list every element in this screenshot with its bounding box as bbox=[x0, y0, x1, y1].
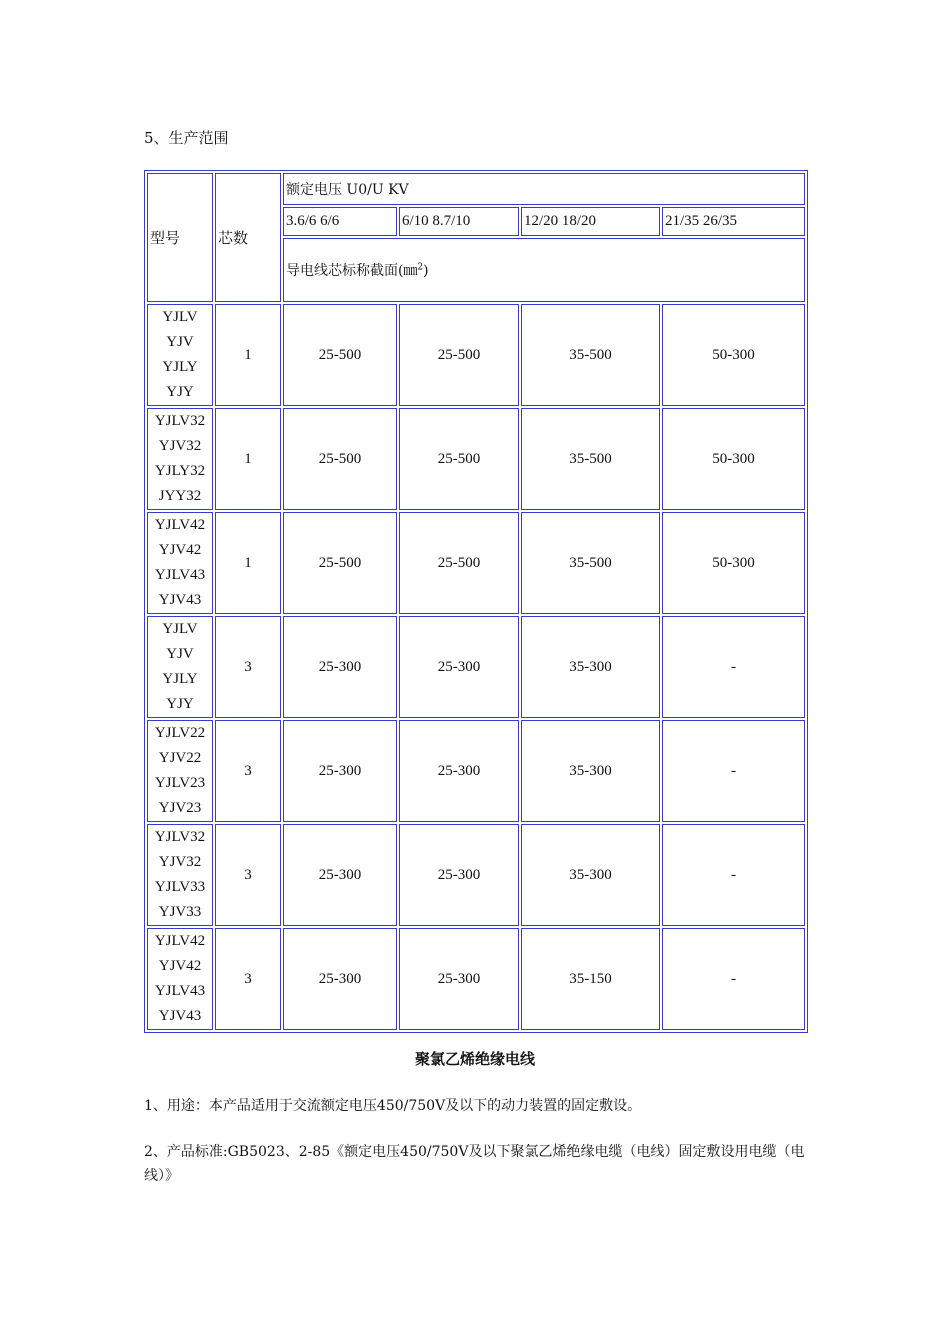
value-cell: 35-300 bbox=[521, 720, 660, 822]
model-name: YJLV22 bbox=[154, 725, 206, 741]
header-voltage-2: 6/10 8.7/10 bbox=[399, 207, 519, 236]
value-cell: 25-500 bbox=[399, 512, 519, 614]
table-row bbox=[147, 928, 805, 1030]
value-cell: 35-300 bbox=[521, 616, 660, 718]
value-cell: 25-300 bbox=[399, 824, 519, 926]
model-cell bbox=[147, 616, 213, 718]
value-cell: 35-500 bbox=[521, 512, 660, 614]
value-cell: - bbox=[662, 616, 805, 718]
model-name: YJV bbox=[166, 334, 194, 350]
section-heading: 5、生产范围 bbox=[144, 129, 229, 147]
model-name: YJV32 bbox=[158, 438, 202, 454]
header-model: 型号 bbox=[147, 173, 213, 302]
model-name: YJLV33 bbox=[154, 879, 206, 895]
header-area-sup: 2 bbox=[417, 262, 424, 273]
value-cell: 25-300 bbox=[399, 928, 519, 1030]
model-cell bbox=[147, 408, 213, 510]
value-cell: 25-300 bbox=[283, 928, 397, 1030]
header-voltage-1: 3.6/6 6/6 bbox=[283, 207, 397, 236]
header-area bbox=[283, 238, 805, 302]
model-name: YJV42 bbox=[158, 958, 202, 974]
model-cell bbox=[147, 928, 213, 1030]
production-range-table bbox=[144, 170, 808, 1033]
value-cell: 35-500 bbox=[521, 408, 660, 510]
model-cell bbox=[147, 720, 213, 822]
header-area-close: ) bbox=[423, 263, 429, 279]
value-cell: 50-300 bbox=[662, 408, 805, 510]
model-name: YJLV bbox=[162, 309, 198, 325]
value-cell: 35-500 bbox=[521, 304, 660, 406]
section-title: 聚氯乙烯绝缘电线 bbox=[414, 1050, 535, 1068]
model-name: YJLV43 bbox=[154, 567, 206, 583]
model-name: YJLV32 bbox=[154, 413, 206, 429]
model-name: YJLV42 bbox=[154, 517, 206, 533]
model-name: YJLV32 bbox=[154, 829, 206, 845]
header-voltage-3: 12/20 18/20 bbox=[521, 207, 660, 236]
value-cell: 25-300 bbox=[283, 616, 397, 718]
model-name: YJLV43 bbox=[154, 983, 206, 999]
value-cell: 35-300 bbox=[521, 824, 660, 926]
header-voltage-4: 21/35 26/35 bbox=[662, 207, 805, 236]
model-name: YJLY bbox=[162, 359, 198, 375]
model-name: YJLY32 bbox=[154, 463, 206, 479]
header-area-text: 导电线芯标称截面(㎜ bbox=[285, 263, 418, 279]
value-cell: 35-150 bbox=[521, 928, 660, 1030]
value-cell: 25-300 bbox=[283, 720, 397, 822]
model-name: JYY32 bbox=[158, 488, 202, 504]
model-name: YJV43 bbox=[158, 1008, 202, 1024]
value-cell: 25-500 bbox=[399, 408, 519, 510]
table-row bbox=[147, 408, 805, 510]
value-cell: 25-300 bbox=[399, 616, 519, 718]
cores-cell: 3 bbox=[215, 616, 281, 718]
model-cell bbox=[147, 824, 213, 926]
model-name: YJV32 bbox=[158, 854, 202, 870]
model-name: YJLV23 bbox=[154, 775, 206, 791]
value-cell: 25-500 bbox=[399, 304, 519, 406]
model-name: YJV bbox=[166, 646, 194, 662]
model-name: YJY bbox=[166, 696, 194, 712]
model-name: YJLV bbox=[162, 621, 198, 637]
model-name: YJV23 bbox=[158, 800, 202, 816]
model-name: YJV42 bbox=[158, 542, 202, 558]
table-row bbox=[147, 824, 805, 926]
model-name: YJLY bbox=[162, 671, 198, 687]
table-row bbox=[147, 512, 805, 614]
paragraph-standard: 2、产品标准:GB5023、2-85《额定电压450/750V及以下聚氯乙烯绝缘电缆（电线）固定敷设用电缆（电线）》 bbox=[144, 1144, 805, 1184]
paragraph-usage: 1、用途：本产品适用于交流额定电压450/750V及以下的动力装置的固定敷设。 bbox=[144, 1098, 642, 1114]
value-cell: 50-300 bbox=[662, 304, 805, 406]
model-cell bbox=[147, 512, 213, 614]
model-cell bbox=[147, 304, 213, 406]
model-name: YJV33 bbox=[158, 904, 202, 920]
value-cell: - bbox=[662, 928, 805, 1030]
model-name: YJV22 bbox=[158, 750, 202, 766]
model-name: YJY bbox=[166, 384, 194, 400]
model-name: YJLV42 bbox=[154, 933, 206, 949]
value-cell: 25-500 bbox=[283, 304, 397, 406]
value-cell: 50-300 bbox=[662, 512, 805, 614]
value-cell: - bbox=[662, 824, 805, 926]
header-cores: 芯数 bbox=[215, 173, 281, 302]
value-cell: 25-300 bbox=[399, 720, 519, 822]
table-row bbox=[147, 304, 805, 406]
table-row bbox=[147, 720, 805, 822]
cores-cell: 3 bbox=[215, 720, 281, 822]
cores-cell: 3 bbox=[215, 928, 281, 1030]
value-cell: - bbox=[662, 720, 805, 822]
cores-cell: 1 bbox=[215, 304, 281, 406]
value-cell: 25-500 bbox=[283, 512, 397, 614]
model-name: YJV43 bbox=[158, 592, 202, 608]
value-cell: 25-500 bbox=[283, 408, 397, 510]
header-voltage: 额定电压 U0/U KV bbox=[283, 173, 805, 205]
value-cell: 25-300 bbox=[283, 824, 397, 926]
cores-cell: 1 bbox=[215, 512, 281, 614]
table-row bbox=[147, 616, 805, 718]
cores-cell: 1 bbox=[215, 408, 281, 510]
cores-cell: 3 bbox=[215, 824, 281, 926]
